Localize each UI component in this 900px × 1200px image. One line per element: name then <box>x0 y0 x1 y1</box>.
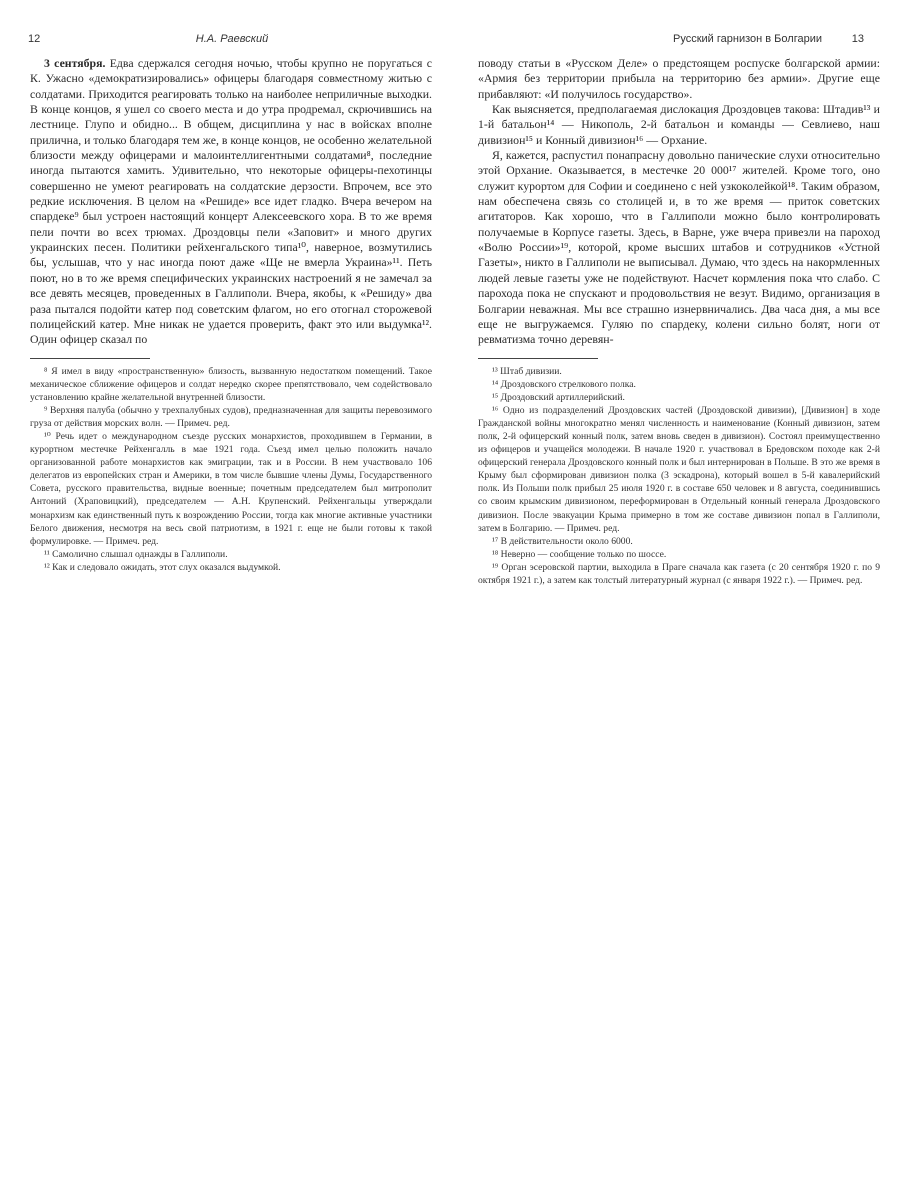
footnote-9: ⁹ Верхняя палуба (обычно у трехпалубных судов), предназначенная для защиты перевозимого груза от действия морских волн. — Примеч. ред. <box>30 404 432 429</box>
entry-text: Едва сдержался сегодня ночью, чтобы крупно не поругаться с К. Ужасно «демократизировались» офицеры благодаря совместному житью с солдатами. Приходится реагировать только на наиболее неприличные выходки. В конце концов, я ушел со своего места и до утра продремал, скрючившись на лестнице. Глупо и обидно... В общем, дисциплина у нас в войсках вполне прилична, и только благодаря тем же, в конце концов, не особенно желательной близости между офицерами и малоинтеллигентными солдатами⁸, последние иногда пытаются хамить. Удивительно, что некоторые офицеры-пехотинцы совершенно не умеют реагировать на солдатские дерзости. Впрочем, все это редкие исключения. В целом на «Решиде» все идет гладко. Вчера вечером на спардеке⁹ был устроен настоящий концерт Алексеевского хора. В то же время пели почти во всех трюмах. Дроздовцы пели «Заповит» и много других украинских песен. Политики рейхенгальского типа¹⁰, наверное, возмутились бы, услышав, что у нас иногда поют даже «Ще не вмерла Украина»¹¹. Петь поют, но в то же время специфических украинских настроений я не замечал за все девять месяцев, проведенных в Галлиполи. Вчера, якобы, к «Решиду» два раза пытался подойти катер под советским флагом, но его отогнал сторожевой полицейский катер. Мне никак не удается проверить, факт это или выдумка¹². Один офицер сказал по <box>30 56 432 347</box>
footnote-10: ¹⁰ Речь идет о международном съезде русских монархистов, проходившем в Германии, в курортном местечке Рейхенгалль в мае 1921 года. Съезд имел целью положить начало организованной работе монархистов как эмиграции, так и в России. В нем участвовало 106 делегатов из европейских стран и Америки, в том числе бывшие члены Думы, Государственного Совета, русского правительства, видные военные; почетным председателем был митрополит Антоний (Храповицкий), председателем — А.Н. Крупенский. Рейхенгальцы утверждали монархизм как единственный путь к возрождению России, тогда как многие активные участники Белого движения, несмотря на весь свой патриотизм, в 1921 г. еще не были готовы к такой формулировке. — Примеч. ред. <box>30 431 432 547</box>
body-paragraph-2: Как выясняется, предполагаемая дислокация Дроздовцев такова: Штадив¹³ и 1-й батальон¹⁴ — Никополь, 2-й батальон и команды — Севлиево, наш дивизион¹⁵ и Конный дивизион¹⁶ — Орхание. <box>478 102 880 147</box>
body-paragraph-3: Я, кажется, распустил понапрасну довольно панические слухи относительно этой Орхание. Оказывается, в местечке 20 000¹⁷ жителей. Кроме того, оно служит курортом для Софии и соединено с ней узкоколейкой¹⁸. Таким образом, нам обеспечена связь со столицей и, в то же время — приток советских агитаторов. Как хорошо, что в Галлиполи можно было контролировать получаемые в Корпусе газеты. Здесь, в Варне, уже вчера привезли на пароход «Волю России»¹⁹, которой, кроме высших штабов и сотрудников «Устной Газеты», никто в Галлиполи не выписывал. Думаю, что здесь на накормленных людей левые газеты уже не подействуют. Насчет кормления пока что слабо. С парохода пока не спускают и продовольствия не везут. Видимо, организация в Болгарии неважная. Мы все страшно изнервничались. Два часа дня, а мы все еще не выгружаемся. Гуляю по спардеку, колени сильно болят, ноги от ревматизма точно деревян- <box>478 148 880 347</box>
footnote-19: ¹⁹ Орган эсеровской партии, выходила в Праге сначала как газета (с 20 сентября 1920 г. по 9 октября 1921 г.), а затем как толстый литературный журнал (с января 1922 г.). — Примеч. ред. <box>478 561 880 587</box>
diary-entry-paragraph <box>30 56 432 348</box>
right-running-header <box>470 33 890 49</box>
footnote-divider <box>478 358 598 359</box>
right-running-title: Русский гарнизон в Болгарии <box>673 33 822 45</box>
footnote-15: ¹⁵ Дроздовский артиллерийский. <box>492 391 625 403</box>
right-page-body <box>478 56 880 587</box>
footnote-11: ¹¹ Самолично слышал однажды в Галлиполи. <box>44 548 228 560</box>
footnote-13: ¹³ Штаб дивизии. <box>492 365 562 377</box>
left-running-header <box>22 33 442 49</box>
footnote-16: ¹⁶ Одно из подразделений Дроздовских частей (Дроздовской дивизии), [Дивизион] в ходе Гражданской войны многократно менял численность и наименование (Конный дивизион, затем полк, 2-й офицерский конный полк, затем вновь сведен в дивизион). Состоял преимущественно из офицеров и учащейся молодежи. В начале 1920 г. участвовал в Бредовском походе как 2-й офицерский генерала Дроздовского конный полк и был интернирован в Польше. В это же время в Крыму был сформирован дивизион полка (3 эскадрона), который вошел в 5-й кавалерийский полк. Из Польши полк прибыл 25 июля 1920 г. в составе 650 человек и 8 августа, соединившись со своим крымским дивизионом, переформирован в Отдельный конный генерала Дроздовского дивизион. После эвакуации Крыма примерно в том же составе дивизион попал в Галлиполи, затем в Болгарию. — Примеч. ред. <box>478 404 880 534</box>
footnote-18: ¹⁸ Неверно — сообщение только по шоссе. <box>492 548 667 560</box>
left-page-body <box>30 56 432 574</box>
body-paragraph-1: поводу статьи в «Русском Деле» о предстоящем роспуске болгарской армии: «Армия без территории прибыла на территорию без армии». Другие еще прибавляют: «И получилось государство». <box>478 56 880 101</box>
footnote-12: ¹² Как и следовало ожидать, этот слух оказался выдумкой. <box>44 561 281 573</box>
footnote-8: ⁸ Я имел в виду «пространственную» близость, вызванную недостатком помещений. Такое механическое сближение офицеров и солдат нередко скорее препятствовало, чем содействовало установлению крайне желательной внутренней близости. <box>30 365 432 403</box>
left-running-title: Н.А. Раевский <box>195 33 269 45</box>
left-page-number: 12 <box>28 33 41 45</box>
footnote-14: ¹⁴ Дроздовского стрелкового полка. <box>492 378 636 390</box>
entry-date: 3 сентября. <box>44 56 106 70</box>
footnote-17: ¹⁷ В действительности около 6000. <box>492 535 633 547</box>
footnote-divider <box>30 358 150 359</box>
right-page-number: 13 <box>851 33 864 45</box>
